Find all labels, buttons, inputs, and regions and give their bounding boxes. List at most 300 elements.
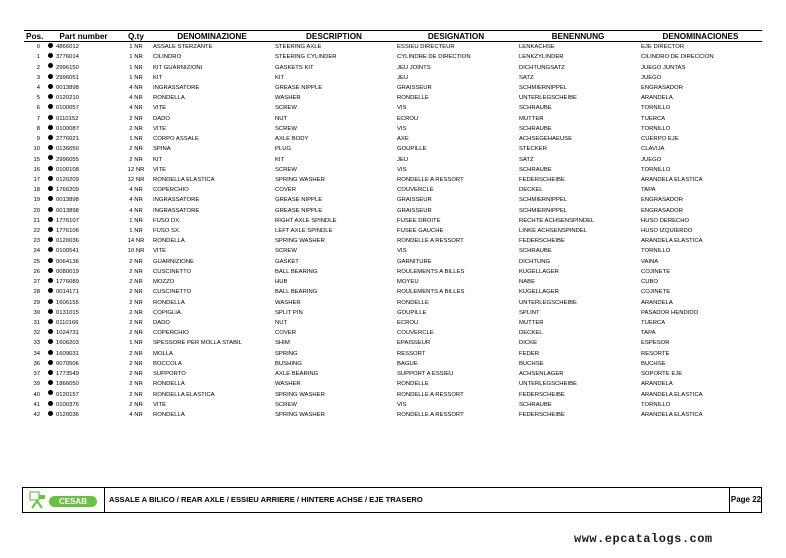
- cell-description: GASKET: [275, 258, 299, 265]
- cell-denominaciones: ARANDELA: [641, 381, 673, 388]
- part-number-text: 2996051: [56, 74, 79, 81]
- part-bullet-icon: [48, 278, 53, 283]
- cell-benennung: UNTERLEGSCHEIBE: [519, 299, 577, 306]
- cell-pos: 24: [33, 248, 40, 255]
- cell-denominazione: CILINDRO: [153, 54, 182, 61]
- table-row: [24, 318, 762, 328]
- cell-denominazione: COPIGLIA: [153, 309, 181, 316]
- cell-pos: 3: [36, 74, 40, 81]
- cell-part-number[interactable]: [46, 103, 121, 113]
- cell-description: GREASE NIPPLE: [275, 207, 323, 214]
- cell-designation: ROULEMENTS A BILLES: [397, 289, 465, 296]
- part-bullet-icon: [48, 299, 53, 304]
- cell-part-number[interactable]: [46, 73, 121, 83]
- cell-benennung: NABE: [519, 279, 536, 286]
- cell-designation: VIS: [397, 105, 407, 112]
- cell-benennung: SCHRAUBE: [519, 401, 552, 408]
- cell-qty: 2 NR: [129, 299, 143, 306]
- part-bullet-icon: [48, 186, 53, 191]
- part-number-text: 1766209: [56, 187, 79, 194]
- cell-benennung: DICKE: [519, 340, 538, 347]
- part-bullet-icon: [48, 237, 53, 242]
- cell-qty: 4 NR: [129, 105, 143, 112]
- cell-designation: RESSORT: [397, 350, 426, 357]
- cell-description: BUSHING: [275, 360, 302, 367]
- cell-part-number[interactable]: [46, 277, 121, 287]
- cell-designation: RONDELLE: [397, 381, 429, 388]
- cell-benennung: SCHRAUBE: [519, 105, 552, 112]
- part-number-text: 4866012: [56, 44, 79, 51]
- part-bullet-icon: [48, 380, 53, 385]
- cell-designation: GRAISSEUR: [397, 207, 432, 214]
- part-bullet-icon: [48, 350, 53, 355]
- cell-designation: GARNITURE: [397, 258, 432, 265]
- table-row: [24, 165, 762, 175]
- cell-designation: FUSEE DROITE: [397, 217, 441, 224]
- cell-description: SCREW: [275, 125, 297, 132]
- footer-title: ASSALE A BILICO / REAR AXLE / ESSIEU ARRIERE / HINTERE ACHSE / EJE TRASERO: [109, 495, 423, 504]
- cell-denominazione: COPERCHIO: [153, 330, 189, 337]
- cesab-logo: [27, 490, 99, 511]
- cell-denominazione: ASSALE STERZANTE: [153, 44, 213, 51]
- cell-qty: 1 NR: [129, 44, 143, 51]
- cell-description: NUT: [275, 115, 288, 122]
- cell-description: SCREW: [275, 401, 297, 408]
- cell-pos: 4: [36, 84, 40, 91]
- cell-pos: 27: [33, 279, 40, 286]
- table-row: [24, 308, 762, 318]
- cell-denominaciones: ENGRASADOR: [641, 207, 683, 214]
- cell-pos: 37: [33, 371, 40, 378]
- part-bullet-icon: [48, 207, 53, 212]
- cell-part-number[interactable]: [46, 287, 121, 297]
- cell-denominaciones: TORNILLO: [641, 401, 671, 408]
- cell-description: SPLIT PIN: [275, 309, 303, 316]
- cell-pos: 21: [33, 217, 40, 224]
- cell-qty: 4 NR: [129, 95, 143, 102]
- cell-denominazione: KIT: [153, 156, 163, 163]
- part-number-text: 0080019: [56, 268, 79, 275]
- part-number-text: 0064136: [56, 258, 79, 265]
- table-row: [24, 379, 762, 389]
- table-row: [24, 226, 762, 236]
- cell-qty: 2 NR: [129, 125, 143, 132]
- cell-pos: 8: [36, 125, 40, 132]
- part-bullet-icon: [48, 268, 53, 273]
- cell-denominaciones: CILINDRO DE DIRECCION: [641, 54, 714, 61]
- cell-description: WASHER: [275, 299, 301, 306]
- cell-denominaciones: TAPA: [641, 330, 656, 337]
- cell-part-number[interactable]: [46, 349, 121, 359]
- part-number-text: 2996055: [56, 156, 79, 163]
- cell-description: SCREW: [275, 105, 297, 112]
- cell-designation: ROULEMENTS A BILLES: [397, 268, 465, 275]
- cell-part-number[interactable]: [46, 308, 121, 318]
- cell-designation: VIS: [397, 166, 407, 173]
- parts-table-body: [24, 42, 762, 421]
- cell-part-number[interactable]: [46, 389, 121, 399]
- table-row: [24, 369, 762, 379]
- cell-qty: 2 NR: [129, 330, 143, 337]
- cell-part-number[interactable]: [46, 379, 121, 389]
- cell-benennung: ACHSENLAGER: [519, 371, 564, 378]
- cell-pos: 20: [33, 207, 40, 214]
- cell-denominaciones: COJINETE: [641, 268, 671, 275]
- table-row: [24, 93, 762, 103]
- cell-designation: RONDELLE A RESSORT: [397, 411, 464, 418]
- cell-description: SCREW: [275, 166, 297, 173]
- cell-designation: BAGUE: [397, 360, 418, 367]
- part-number-text: 0120210: [56, 95, 79, 102]
- cell-qty: 2 NR: [129, 360, 143, 367]
- cell-pos: 16: [33, 166, 40, 173]
- cell-part-number[interactable]: [46, 185, 121, 195]
- table-row: [24, 103, 762, 113]
- cell-part-number[interactable]: [46, 93, 121, 103]
- cell-qty: 2 NR: [129, 115, 143, 122]
- cell-denominaciones: ARANDELA: [641, 95, 673, 102]
- cell-pos: 42: [33, 411, 40, 418]
- cell-part-number[interactable]: [46, 154, 121, 164]
- cell-denominazione: DADO: [153, 115, 171, 122]
- cell-denominazione: MOZZO: [153, 279, 175, 286]
- part-number-text: 1776106: [56, 228, 79, 235]
- cell-part-number[interactable]: [46, 267, 121, 277]
- part-number-text: 0110166: [56, 320, 79, 327]
- cell-benennung: SPLINT: [519, 309, 540, 316]
- cell-pos: 9: [36, 136, 40, 143]
- cell-pos: 33: [33, 340, 40, 347]
- cell-part-number[interactable]: [46, 144, 121, 154]
- cell-denominazione: CUSCINETTO: [153, 289, 192, 296]
- cell-part-number[interactable]: [46, 257, 121, 267]
- part-number-text: 1776107: [56, 217, 79, 224]
- cell-benennung: FEDERSCHEIBE: [519, 411, 565, 418]
- cell-denominazione: RONDELLA: [153, 381, 185, 388]
- cell-qty: 2 NR: [129, 289, 143, 296]
- cell-benennung: FEDERSCHEIBE: [519, 391, 565, 398]
- cell-benennung: RECHTE ACHSENSPINDEL: [519, 217, 595, 224]
- cell-pos: 23: [33, 238, 40, 245]
- cell-description: SPRING WASHER: [275, 238, 325, 245]
- part-bullet-icon: [48, 339, 53, 344]
- cell-designation: GOUPILLE: [397, 146, 427, 153]
- cell-denominazione: SPESSORE PER MOLLA STABIL: [153, 340, 242, 347]
- cell-denominazione: INGRASSATORE: [153, 197, 200, 204]
- cell-description: STEERING AXLE: [275, 44, 322, 51]
- part-number-text: 3776014: [56, 54, 79, 61]
- cell-part-number[interactable]: [46, 124, 121, 134]
- part-number-text: 0100541: [56, 248, 79, 255]
- table-row: [24, 389, 762, 399]
- cell-denominazione: RONDELLA: [153, 299, 185, 306]
- cell-denominaciones: PASADOR HENDIDO: [641, 309, 699, 316]
- cell-part-number[interactable]: [46, 236, 121, 246]
- cell-benennung: SCHRAUBE: [519, 166, 552, 173]
- cell-qty: 4 NR: [129, 411, 143, 418]
- cell-part-number[interactable]: [46, 83, 121, 93]
- cell-pos: 36: [33, 360, 40, 367]
- part-number-text: 0120036: [56, 238, 79, 245]
- part-bullet-icon: [48, 319, 53, 324]
- part-number-text: 0013898: [56, 84, 79, 91]
- cell-denominazione: GUARNIZIONE: [153, 258, 194, 265]
- cell-pos: 1: [36, 54, 40, 61]
- table-row: [24, 349, 762, 359]
- part-number-text: 0110152: [56, 115, 79, 122]
- cell-part-number[interactable]: [46, 246, 121, 256]
- cell-pos: 29: [33, 299, 40, 306]
- cell-designation: ECROU: [397, 320, 419, 327]
- cell-qty: 1 NR: [129, 217, 143, 224]
- cell-part-number[interactable]: [46, 175, 121, 185]
- cell-description: AXLE BEARING: [275, 371, 319, 378]
- table-row: [24, 144, 762, 154]
- cell-benennung: STECKER: [519, 146, 547, 153]
- part-bullet-icon: [48, 125, 53, 130]
- cell-designation: JEU: [397, 74, 409, 81]
- cell-benennung: SCHRAUBE: [519, 125, 552, 132]
- cell-benennung: LENKZYLINDER: [519, 54, 564, 61]
- cell-benennung: BUCHSE: [519, 360, 544, 367]
- cell-part-number[interactable]: [46, 297, 121, 307]
- cell-part-number[interactable]: [46, 114, 121, 124]
- cell-description: SPRING WASHER: [275, 391, 325, 398]
- cell-designation: RONDELLE: [397, 95, 429, 102]
- logo-text: CESAB: [49, 496, 97, 507]
- cell-denominaciones: HUSO DERECHO: [641, 217, 690, 224]
- cell-denominazione: FUSO DX.: [153, 217, 181, 224]
- part-number-text: 0131015: [56, 309, 79, 316]
- cell-part-number[interactable]: [46, 226, 121, 236]
- header-qty: Q.ty: [121, 31, 151, 42]
- cell-designation: VIS: [397, 401, 407, 408]
- table-row: [24, 62, 762, 72]
- cell-part-number[interactable]: [46, 62, 121, 72]
- header-description: DESCRIPTION: [273, 31, 395, 42]
- cell-part-number[interactable]: [46, 410, 121, 420]
- cell-denominaciones: TORNILLO: [641, 105, 671, 112]
- cell-qty: 1 NR: [129, 64, 143, 71]
- table-row: [24, 216, 762, 226]
- part-bullet-icon: [48, 166, 53, 171]
- part-number-text: 0070506: [56, 360, 79, 367]
- cell-denominaciones: CLAVIJA: [641, 146, 665, 153]
- cell-pos: 28: [33, 289, 40, 296]
- part-number-text: 1609031: [56, 350, 79, 357]
- cell-description: WASHER: [275, 381, 301, 388]
- cell-part-number[interactable]: [46, 400, 121, 410]
- cell-pos: 15: [33, 156, 40, 163]
- cell-part-number[interactable]: [46, 165, 121, 175]
- cell-qty: 2 NR: [129, 350, 143, 357]
- cell-designation: ESSIEU DIRECTEUR: [397, 44, 455, 51]
- cell-benennung: MUTTER: [519, 320, 544, 327]
- cell-benennung: SCHMIERNIPPEL: [519, 207, 568, 214]
- cell-pos: 32: [33, 330, 40, 337]
- cell-qty: 12 NR: [127, 166, 145, 173]
- cell-part-number[interactable]: [46, 216, 121, 226]
- cell-designation: COUVERCLE: [397, 330, 434, 337]
- cell-designation: FUSEE GAUCHE: [397, 228, 444, 235]
- part-number-text: 2996150: [56, 64, 79, 71]
- cell-qty: 1 NR: [129, 74, 143, 81]
- cell-description: NUT: [275, 320, 288, 327]
- cell-benennung: ACHSEGEHAEUSE: [519, 136, 573, 143]
- cell-benennung: DICHTUNG: [519, 258, 551, 265]
- table-row: [24, 114, 762, 124]
- cell-description: LEFT AXLE SPINDLE: [275, 228, 333, 235]
- cell-designation: ECROU: [397, 115, 419, 122]
- cell-pos: 19: [33, 197, 40, 204]
- cell-qty: 2 NR: [129, 268, 143, 275]
- cesab-logo-icon: [29, 491, 47, 509]
- cell-denominazione: INGRASSATORE: [153, 207, 200, 214]
- header-denominazione: DENOMINAZIONE: [151, 31, 273, 42]
- table-row: [24, 328, 762, 338]
- cell-designation: JEU JOINTS: [397, 64, 431, 71]
- cell-description: COVER: [275, 330, 296, 337]
- part-number-text: 1866050: [56, 381, 79, 388]
- cell-description: GASKETS KIT: [275, 64, 314, 71]
- cell-qty: 12 NR: [127, 176, 145, 183]
- part-bullet-icon: [48, 288, 53, 293]
- table-row: [24, 267, 762, 277]
- cell-part-number[interactable]: [46, 328, 121, 338]
- cell-designation: EPAISSEUR: [397, 340, 431, 347]
- part-bullet-icon: [48, 390, 53, 395]
- cell-designation: RONDELLE A RESSORT: [397, 238, 464, 245]
- header-part-number: Part number: [46, 31, 121, 42]
- cell-denominaciones: HUSO IZQUIERDO: [641, 228, 693, 235]
- cell-denominazione: VITE: [153, 166, 167, 173]
- cell-denominazione: VITE: [153, 125, 167, 132]
- page-footer: [22, 487, 762, 513]
- cell-description: KIT: [275, 156, 285, 163]
- part-bullet-icon: [48, 135, 53, 140]
- part-number-text: 0120036: [56, 411, 79, 418]
- table-row: [24, 287, 762, 297]
- cell-qty: 10 NR: [127, 248, 145, 255]
- cell-qty: 2 NR: [129, 258, 143, 265]
- cell-part-number[interactable]: [46, 42, 121, 53]
- cell-denominaciones: CUBO: [641, 279, 659, 286]
- cell-benennung: FEDER: [519, 350, 539, 357]
- cell-description: SPRING WASHER: [275, 176, 325, 183]
- cell-designation: COUVERCLE: [397, 187, 434, 194]
- cell-pos: 30: [33, 309, 40, 316]
- table-row: [24, 338, 762, 348]
- cell-part-number[interactable]: [46, 195, 121, 205]
- cell-part-number[interactable]: [46, 359, 121, 369]
- part-number-text: 1606155: [56, 299, 79, 306]
- cell-part-number[interactable]: [46, 338, 121, 348]
- part-bullet-icon: [48, 360, 53, 365]
- part-number-text: 0013898: [56, 207, 79, 214]
- cell-qty: 2 NR: [129, 146, 143, 153]
- cell-denominaciones: ARANDELA ELASTICA: [641, 391, 703, 398]
- cell-pos: 41: [33, 401, 40, 408]
- cell-description: AXLE BODY: [275, 136, 309, 143]
- cell-part-number[interactable]: [46, 318, 121, 328]
- cell-denominazione: VITE: [153, 248, 167, 255]
- part-bullet-icon: [48, 401, 53, 406]
- table-row: [24, 410, 762, 420]
- parts-table: [24, 30, 762, 420]
- header-designation: DESIGNATION: [395, 31, 517, 42]
- cell-description: SHIM: [275, 340, 290, 347]
- cell-denominazione: RONDELLA: [153, 238, 185, 245]
- cell-denominazione: FUSO SX.: [153, 228, 181, 235]
- cell-denominaciones: JUEGO: [641, 74, 662, 81]
- part-number-text: 0013898: [56, 197, 79, 204]
- part-bullet-icon: [48, 370, 53, 375]
- part-number-text: 0120157: [56, 391, 79, 398]
- cell-denominazione: VITE: [153, 401, 167, 408]
- cell-benennung: UNTERLEGSCHEIBE: [519, 381, 577, 388]
- cell-description: HUB: [275, 279, 288, 286]
- part-number-text: 0014171: [56, 289, 79, 296]
- part-number-text: 1024731: [56, 330, 79, 337]
- cell-part-number[interactable]: [46, 52, 121, 62]
- table-row: [24, 206, 762, 216]
- cell-qty: 2 NR: [129, 320, 143, 327]
- cell-denominaciones: ARANDELA ELASTICA: [641, 176, 703, 183]
- part-bullet-icon: [48, 217, 53, 222]
- cell-pos: 0: [36, 44, 40, 51]
- cell-benennung: DICHTUNGSATZ: [519, 64, 565, 71]
- cell-benennung: LINKE ACHSENSPINDEL: [519, 228, 588, 235]
- table-row: [24, 246, 762, 256]
- cell-qty: 2 NR: [129, 371, 143, 378]
- part-number-text: 0100057: [56, 105, 79, 112]
- table-row: [24, 257, 762, 267]
- cell-denominaciones: SOPORTE EJE: [641, 371, 683, 378]
- cell-qty: 1 NR: [129, 228, 143, 235]
- cell-qty: 2 NR: [129, 401, 143, 408]
- cell-denominazione: CUSCINETTO: [153, 268, 192, 275]
- cell-pos: 31: [33, 320, 40, 327]
- table-row: [24, 195, 762, 205]
- footer-divider: [104, 488, 105, 512]
- part-bullet-icon: [48, 196, 53, 201]
- part-bullet-icon: [48, 145, 53, 150]
- cell-pos: 6: [36, 105, 40, 112]
- cell-denominaciones: EJE DIRECTOR: [641, 44, 685, 51]
- cell-pos: 5: [36, 95, 40, 102]
- part-bullet-icon: [48, 258, 53, 263]
- cell-part-number[interactable]: [46, 206, 121, 216]
- cell-description: GREASE NIPPLE: [275, 197, 323, 204]
- cell-description: GREASE NIPPLE: [275, 84, 323, 91]
- cell-pos: 22: [33, 228, 40, 235]
- cell-qty: 1 NR: [129, 136, 143, 143]
- cell-part-number[interactable]: [46, 369, 121, 379]
- header-benennung: BENENNUNG: [517, 31, 639, 42]
- cell-denominazione: MOLLA: [153, 350, 173, 357]
- cell-pos: 26: [33, 268, 40, 275]
- cell-pos: 10: [33, 146, 40, 153]
- part-number-text: 1776089: [56, 279, 79, 286]
- part-bullet-icon: [48, 53, 53, 58]
- cell-designation: VIS: [397, 248, 407, 255]
- cell-part-number[interactable]: [46, 134, 121, 144]
- part-bullet-icon: [48, 411, 53, 416]
- cell-denominazione: KIT: [153, 74, 163, 81]
- cell-designation: MOYEU: [397, 279, 419, 286]
- cell-designation: VIS: [397, 125, 407, 132]
- cell-description: COVER: [275, 187, 296, 194]
